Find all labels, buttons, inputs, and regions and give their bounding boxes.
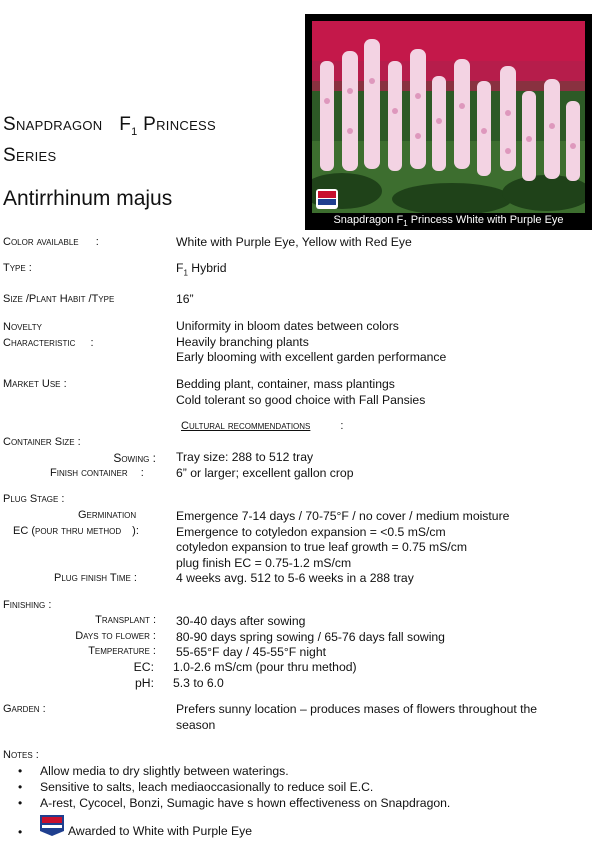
heading-text: Cultural recommendations — [181, 420, 311, 432]
value-sowing: Tray size: 288 to 512 tray — [176, 450, 314, 464]
title-part: Snapdragon — [3, 114, 103, 135]
heading-colon: : — [340, 420, 344, 432]
note-text: Allow media to dry slightly between waterings. — [40, 764, 289, 778]
label-colon: ): — [132, 525, 139, 537]
value-finish-container: 6” or larger; excellent gallon crop — [176, 466, 354, 480]
title-part: Princess — [143, 114, 217, 135]
value-line: cotyledon expansion to true leaf growth = 0.75 mS/cm — [176, 540, 467, 554]
label-finish-container — [50, 467, 144, 479]
label-transplant: Transplant : — [95, 614, 156, 626]
label-text: Finish container — [50, 467, 128, 479]
value-ph: 5.3 to 6.0 — [173, 676, 224, 690]
list-item — [0, 764, 592, 780]
label-text: Novelty — [3, 321, 42, 333]
aas-winner-icon — [316, 189, 338, 209]
value-garden — [176, 702, 537, 733]
bullet: • — [18, 780, 23, 794]
value-text: Hybrid — [187, 261, 227, 275]
label-ec-pour-thru — [13, 525, 139, 537]
value-line: Bedding plant, container, mass plantings — [176, 377, 395, 391]
label-notes: Notes : — [3, 749, 39, 761]
value-line: Uniformity in bloom dates between colors — [176, 319, 399, 333]
aas-winner-icon — [39, 813, 65, 837]
label-plug-finish-time: Plug finish Time : — [54, 572, 137, 584]
value-transplant: 30-40 days after sowing — [176, 614, 306, 628]
award-text: Awarded to White with Purple Eye — [68, 824, 253, 838]
value-ec: 1.0-2.6 mS/cm (pour thru method) — [173, 660, 357, 674]
label-colon: : — [95, 236, 99, 248]
caption-subscript: 1 — [403, 219, 408, 229]
value-line: Early blooming with excellent garden performance — [176, 350, 447, 364]
label-germination: Germination — [78, 509, 137, 521]
value-type — [176, 261, 227, 281]
note-text: Sensitive to salts, leach mediaoccasionally to reduce soil E.C. — [40, 780, 374, 794]
label-sowing: Sowing : — [113, 451, 156, 465]
value-subscript: 1 — [183, 268, 188, 278]
list-item — [0, 796, 592, 812]
label-days-to-flower: Days to flower : — [75, 630, 156, 642]
award-item — [0, 813, 592, 841]
value-line: Cold tolerant so good choice with Fall Pansies — [176, 392, 426, 407]
label-market-use: Market Use : — [3, 378, 67, 390]
label-plug-stage: Plug Stage : — [3, 493, 65, 505]
value-line: season — [176, 717, 216, 732]
label-text: Color available — [3, 236, 79, 248]
value-plug-finish-time: 4 weeks avg. 512 to 5-6 weeks in a 288 tray — [176, 571, 414, 585]
title-subscript: 1 — [131, 125, 138, 138]
label-temperature: Temperature : — [88, 645, 156, 657]
caption-text: Princess White with Purple Eye — [407, 214, 564, 226]
label-color-available — [3, 236, 99, 248]
label-finishing: Finishing : — [3, 599, 52, 611]
value-line: Prefers sunny location – produces mases of flowers throughout the — [176, 702, 538, 716]
bullet: • — [18, 825, 23, 839]
value-line: Emergence to cotyledon expansion = <0.5 mS/cm — [176, 524, 446, 539]
value-days-to-flower: 80-90 days spring sowing / 65-76 days fall sowing — [176, 630, 445, 644]
value-color-available: White with Purple Eye, Yellow with Red Eye — [176, 235, 412, 249]
value-text: F — [176, 261, 184, 275]
photo-caption — [312, 213, 585, 228]
label-text: EC (pour thru method — [13, 525, 122, 537]
value-market-use — [176, 377, 425, 408]
page-title — [3, 113, 216, 168]
label-ec: EC: — [133, 660, 154, 674]
value-novelty — [176, 319, 446, 366]
label-ph: pH: — [135, 676, 154, 690]
snapdragon-photo — [312, 21, 585, 213]
label-text: Characteristic — [3, 336, 76, 349]
value-temperature: 55-65°F day / 45-55°F night — [176, 645, 326, 659]
section-heading-cultural — [181, 420, 343, 432]
label-container-size: Container Size : — [3, 436, 81, 448]
bullet: • — [18, 764, 23, 778]
label-garden: Garden : — [3, 703, 46, 715]
species-name: Antirrhinum majus — [3, 187, 173, 210]
list-item — [0, 780, 592, 796]
value-line: Heavily branching plants — [176, 334, 309, 349]
value-size: 16” — [176, 292, 194, 306]
label-colon: : — [140, 467, 144, 479]
bullet: • — [18, 796, 23, 810]
title-part: F — [119, 114, 132, 135]
label-size-habit: Size /Plant Habit /Type — [3, 293, 115, 305]
label-novelty — [3, 320, 94, 351]
label-colon: : — [90, 336, 94, 349]
value-plug-stage — [176, 509, 509, 571]
note-text: A-rest, Cycocel, Bonzi, Sumagic have s hown effectiveness on Snapdragon. — [40, 796, 451, 810]
value-line: plug finish EC = 0.75-1.2 mS/cm — [176, 555, 352, 570]
value-line: Emergence 7-14 days / 70-75°F / no cover / medium moisture — [176, 509, 510, 523]
caption-text: Snapdragon F — [333, 214, 404, 226]
notes-list — [0, 764, 592, 812]
title-part: Series — [3, 144, 57, 166]
label-type: Type : — [3, 262, 32, 274]
